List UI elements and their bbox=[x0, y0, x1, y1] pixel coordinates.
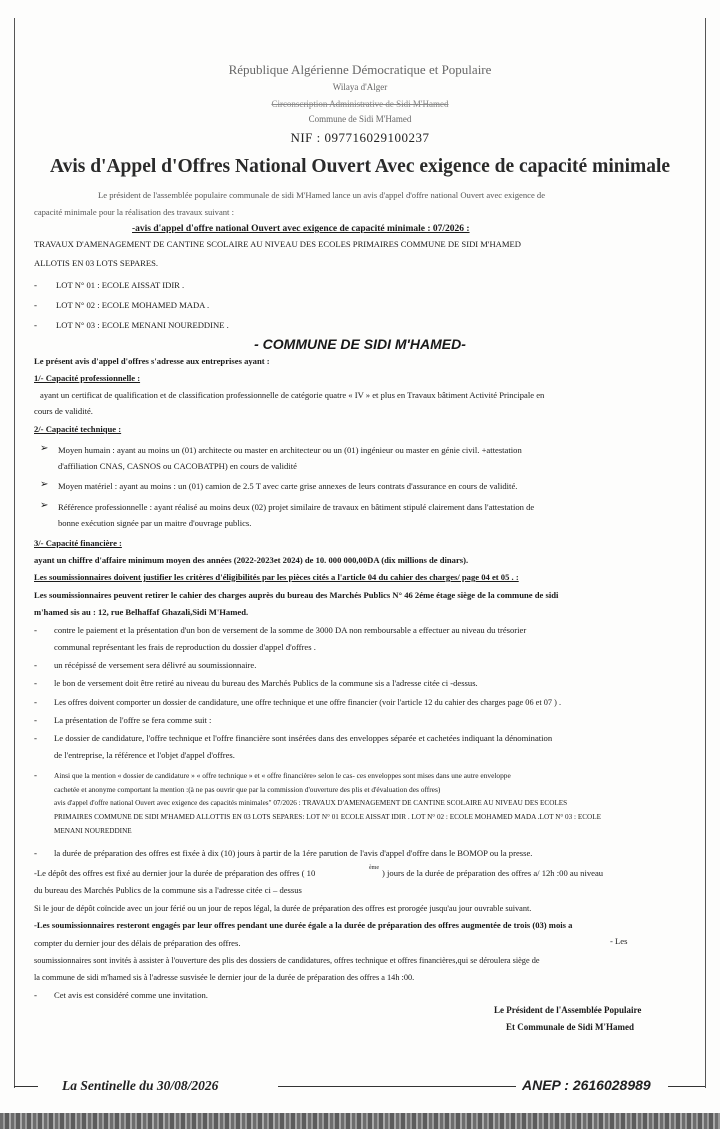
intro-line-1: Le président de l'assemblée populaire communale de sidi M'Hamed lance un avis d'appel d'offre national Ouvert avec exigence de bbox=[98, 190, 546, 200]
moyen-humain-line-1: Moyen humain : ayant au moins un (01) architecte ou master en architecteur ou un (01) ingénieur ou master en génie civil. +attestation bbox=[58, 445, 522, 455]
footer-rule-middle bbox=[278, 1086, 516, 1087]
commune-heading: - COMMUNE DE SIDI M'HAMED- bbox=[254, 336, 466, 352]
footer-rule-right bbox=[668, 1086, 705, 1087]
bullet-dash: - bbox=[34, 715, 37, 725]
capacite-fin-title: 3/- Capacité financière : bbox=[34, 538, 122, 548]
capacite-pro-line-1: ayant un certificat de qualification et de classification professionnelle de catégorie quatre « IV » et plus en Travaux bâtiment Activité Principale en bbox=[40, 390, 545, 400]
bullet-dash: - bbox=[34, 848, 37, 858]
bullet-dash: - bbox=[34, 660, 37, 670]
lot-3: LOT N° 03 : ECOLE MENANI NOUREDDINE . bbox=[56, 320, 229, 330]
intro-line-2: capacité minimale pour la réalisation des travaux suivant : bbox=[34, 207, 234, 217]
lot-2: LOT N° 02 : ECOLE MOHAMED MADA . bbox=[56, 300, 210, 310]
journal-reference: La Sentinelle du 30/08/2026 bbox=[62, 1078, 219, 1093]
engages-line-3: soumissionnaires sont invités à assister à l'ouverture des plis des dossiers de candidatures, offres technique et offres financières,qui se déroulera siège de bbox=[34, 956, 540, 965]
reference-pro-line-2: bonne exécution signée par un maitre d'ouvrage publics. bbox=[58, 518, 252, 528]
invitation-line: Cet avis est considéré comme une invitation. bbox=[54, 990, 208, 1000]
engages-line-1: -Les soumissionnaires resteront engagés par leur offres pendant une durée égale a la durée de préparation des offres augmentée de trois (03) mois a bbox=[34, 920, 573, 930]
bullet-5: La présentation de l'offre se fera comme suit : bbox=[54, 715, 212, 725]
avis-reference: -avis d'appel d'offre national Ouvert avec exigence de capacité minimale : 07/2026 : bbox=[132, 224, 470, 234]
capacite-pro-title: 1/- Capacité professionnelle : bbox=[34, 373, 141, 383]
mention-line-2: cachetée et anonyme comportant la mention :(à ne pas ouvrir que par la commission d'ouverture des plis et d'évaluation des offres) bbox=[54, 785, 441, 794]
travaux-line-2: ALLOTIS EN 03 LOTS SEPARES. bbox=[34, 258, 159, 268]
bullet-dash: - bbox=[34, 625, 37, 635]
lot-1: LOT N° 01 : ECOLE AISSAT IDIR . bbox=[56, 280, 185, 290]
engages-line-4: la commune de sidi m'hamed sis à l'adresse susvisée le dernier jour de la durée de préparation des offres a 14h :00. bbox=[34, 973, 415, 982]
bullet-1-line-2: communal représentant les frais de reproduction du dossier d'appel d'offres . bbox=[54, 642, 316, 652]
si-jour-line: Si le jour de dépôt coïncide avec un jour férié ou un jour de repos légal, la durée de préparation des offres est prorogée jusqu'au jour ouvrable suivant. bbox=[34, 904, 532, 913]
retrait-line-2: m'hamed sis au : 12, rue Belhaffaf Ghazali,Sidi M'Hamed. bbox=[34, 607, 249, 617]
mention-line-5: MENANI NOUREDDINE bbox=[54, 827, 132, 835]
arrow-bullet-icon: ➢ bbox=[40, 500, 49, 511]
anep-reference: ANEP : 2616028989 bbox=[522, 1077, 651, 1093]
mention-line-4: PRIMAIRES COMMUNE DE SIDI M'HAMED ALLOTTIS EN 03 LOTS SEPARES: LOT N° 01 ECOLE AISSAT IDIR . LOT N° 02 : ECOLE MOHAMED MADA .LOT N° 03 : ECOLE bbox=[54, 813, 601, 821]
bullet-dash: - bbox=[34, 697, 37, 707]
capacite-fin-text: ayant un chiffre d'affaire minimum moyen des années (2022-2023et 2024) de 10. 000 000,00DA (dix millions de dinars). bbox=[34, 555, 469, 565]
bullet-dash: - bbox=[34, 770, 37, 780]
scan-edge-strip bbox=[0, 1113, 720, 1129]
header-nif: NIF : 097716029100237 bbox=[290, 130, 430, 145]
header-wilaya: Wilaya d'Alger bbox=[332, 82, 388, 92]
bullet-2: un récépissé de versement sera délivré au soumissionnaire. bbox=[54, 660, 257, 670]
travaux-line-1: TRAVAUX D'AMENAGEMENT DE CANTINE SCOLAIRE AU NIVEAU DES ECOLES PRIMAIRES COMMUNE DE SIDI M'HAMED bbox=[34, 239, 521, 249]
engages-les: - Les bbox=[610, 936, 628, 946]
lot-bullet: - bbox=[34, 280, 37, 290]
signature-line-2: Et Communale de Sidi M'Hamed bbox=[506, 1022, 635, 1032]
capacite-pro-line-2: cours de validité. bbox=[34, 406, 93, 416]
moyen-humain-line-2: d'affiliation CNAS, CASNOS ou CACOBATPH) en cours de validité bbox=[58, 461, 297, 471]
bullet-dash: - bbox=[34, 990, 37, 1000]
footer-rule-left bbox=[14, 1086, 38, 1087]
arrow-bullet-icon: ➢ bbox=[40, 443, 49, 454]
lot-bullet: - bbox=[34, 320, 37, 330]
arrow-bullet-icon: ➢ bbox=[40, 479, 49, 490]
capacite-tech-title: 2/- Capacité technique : bbox=[34, 424, 122, 434]
bullet-dash: - bbox=[34, 678, 37, 688]
duree-line: la durée de préparation des offres est fixée à dix (10) jours à partir de la 1ére parution de l'avis d'appel d'offre dans le BOMOP ou la presse. bbox=[54, 848, 533, 858]
bullet-4: Les offres doivent comporter un dossier de candidature, une offre technique et une offre financier (voir l'article 12 du cahier des charges page 06 et 07 ) . bbox=[54, 698, 562, 707]
depot-line-2: du bureau des Marchés Publics de la commune sis a l'adresse citée ci – dessus bbox=[34, 885, 302, 895]
bullet-dash: - bbox=[34, 733, 37, 743]
signature-line-1: Le Président de l'Assemblée Populaire bbox=[494, 1005, 642, 1015]
mention-line-3: avis d'appel d'offre national Ouvert avec exigence des capacités minimales" 07/2026 : TRAVAUX D'AMENAGEMENT DE CANTINE SCOLAIRE AU NIVEAU DES ECOLES bbox=[54, 799, 568, 807]
lot-bullet: - bbox=[34, 300, 37, 310]
header-republic: République Algérienne Démocratique et Populaire bbox=[228, 62, 492, 77]
right-border-line bbox=[705, 18, 706, 1088]
retrait-line-1: Les soumissionnaires peuvent retirer le cahier des charges auprès du bureau des Marchés Publics N° 46 2éme étage siège de la commune de sidi bbox=[34, 590, 559, 600]
depot-line-1-start: -Le dépôt des offres est fixé au dernier jour la durée de préparation des offres ( 10 bbox=[34, 868, 316, 878]
left-border-line bbox=[14, 18, 15, 1088]
depot-line-1-end: ) jours de la durée de préparation des offres a/ 12h :00 au niveau bbox=[382, 868, 604, 878]
bullet-3: le bon de versement doit être retiré au niveau du bureau des Marchés Publics de la commune sis a l'adresse citée ci -dessus. bbox=[54, 678, 478, 688]
bullet-1-line-1: contre le paiement et la présentation d'un bon de versement de la somme de 3000 DA non remboursable a effectuer au niveau du trésorier bbox=[54, 625, 527, 635]
engages-line-2: compter du dernier jour des délais de préparation des offres. bbox=[34, 938, 241, 948]
moyen-materiel: Moyen matériel : ayant au moins : un (01) camion de 2.5 T avec carte grise annexes de leurs contrats d'assurance en cours de validité. bbox=[58, 481, 518, 491]
header-commune: Commune de Sidi M'Hamed bbox=[308, 114, 412, 124]
reference-pro-line-1: Référence professionnelle : ayant réalisé au moins deux (02) projet similaire de travaux en bâtiment stipulé clairement dans l'attestation de bbox=[58, 502, 535, 512]
mention-line-1: Ainsi que la mention « dossier de candidature » « offre technique » et « offre financière» selon le cas- ces enveloppes sont mises dans une autre enveloppe bbox=[54, 771, 511, 780]
header-circonscription: Circonscription Administrative de Sidi M'Hamed bbox=[271, 99, 449, 109]
depot-superscript: ème bbox=[369, 865, 379, 871]
bullet-6-line-1: Le dossier de candidature, l'offre technique et l'offre financière sont insérées dans des enveloppes séparée et cachetées indiquant la dénomination bbox=[54, 733, 553, 743]
justification-line: Les soumissionnaires doivent justifier les critères d'éligibilités par les pièces cités a l'article 04 du cahier des charges/ page 04 et 05 . : bbox=[34, 572, 519, 582]
bullet-6-line-2: de l'entreprise, la référence et l'objet d'appel d'offres. bbox=[54, 750, 235, 760]
addressed-to: Le présent avis d'appel d'offres s'adresse aux entreprises ayant : bbox=[34, 356, 270, 366]
notice-title: Avis d'Appel d'Offres National Ouvert Avec exigence de capacité minimale bbox=[49, 156, 671, 177]
